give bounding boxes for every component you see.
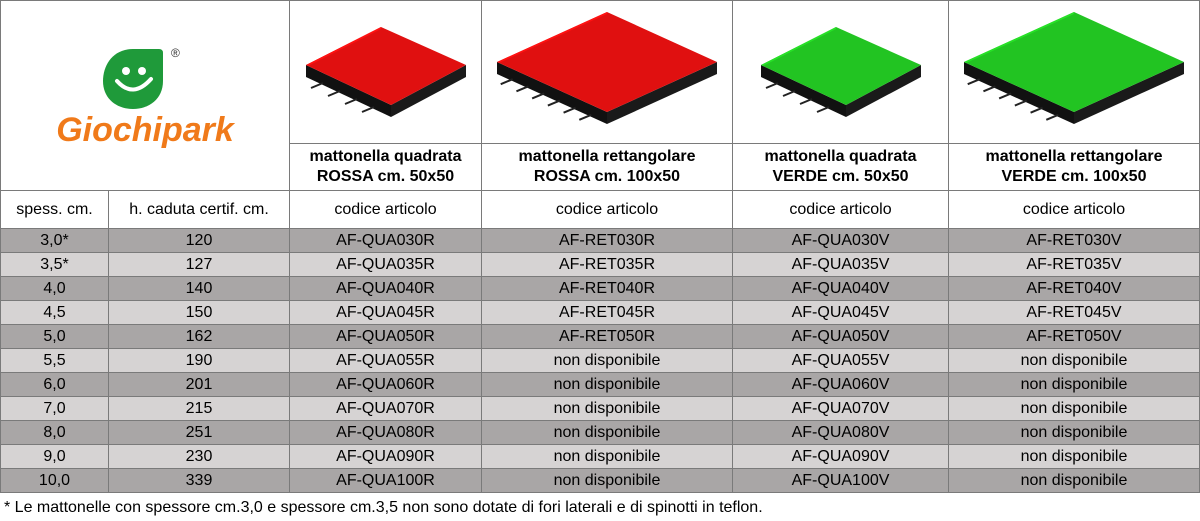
col-header-spess: spess. cm.	[1, 191, 109, 229]
tile-pin	[783, 91, 795, 96]
cell-c2: AF-RET050R	[482, 325, 733, 349]
cell-c3: AF-QUA100V	[733, 469, 949, 493]
cell-spess: 3,0*	[1, 229, 109, 253]
cell-c3: AF-QUA055V	[733, 349, 949, 373]
cell-spess: 7,0	[1, 397, 109, 421]
table-row	[1, 325, 1200, 349]
cell-c2: AF-RET040R	[482, 277, 733, 301]
tile-top-face	[761, 27, 921, 105]
cell-caduta: 140	[109, 277, 290, 301]
cell-c3: AF-QUA045V	[733, 301, 949, 325]
cell-c2: AF-RET030R	[482, 229, 733, 253]
tile-pin	[532, 93, 544, 98]
cell-c3: AF-QUA090V	[733, 445, 949, 469]
cell-c4: non disponibile	[949, 469, 1200, 493]
table-row	[1, 277, 1200, 301]
cell-c4: AF-RET045V	[949, 301, 1200, 325]
cell-caduta: 230	[109, 445, 290, 469]
product-header-4: mattonella rettangolare VERDE cm. 100x50	[949, 144, 1200, 191]
table-row	[1, 229, 1200, 253]
cell-c1: AF-QUA050R	[290, 325, 482, 349]
cell-c4: non disponibile	[949, 421, 1200, 445]
col-header-codice-1: codice articolo	[290, 191, 482, 229]
tile-pin	[501, 79, 513, 84]
column-header-row	[1, 191, 1200, 229]
cell-c3: AF-QUA060V	[733, 373, 949, 397]
cell-c1: AF-QUA070R	[290, 397, 482, 421]
cell-c1: AF-QUA030R	[290, 229, 482, 253]
cell-c2: non disponibile	[482, 349, 733, 373]
col-header-caduta: h. caduta certif. cm.	[109, 191, 290, 229]
logo-cell	[1, 1, 290, 191]
tile-pin	[968, 79, 980, 84]
col-header-codice-2: codice articolo	[482, 191, 733, 229]
tile-pin	[579, 115, 591, 120]
cell-c1: AF-QUA055R	[290, 349, 482, 373]
tile-pin	[548, 101, 560, 106]
tile-pin	[1046, 115, 1058, 120]
cell-c3: AF-QUA040V	[733, 277, 949, 301]
cell-c2: non disponibile	[482, 469, 733, 493]
tile-pin	[817, 107, 829, 112]
col-header-codice-3: codice articolo	[733, 191, 949, 229]
cell-c1: AF-QUA040R	[290, 277, 482, 301]
tile-top-face	[306, 27, 466, 105]
tile-pin	[328, 91, 340, 96]
cell-c1: AF-QUA045R	[290, 301, 482, 325]
col-header-codice-4: codice articolo	[949, 191, 1200, 229]
footnote: * Le mattonelle con spessore cm.3,0 e spessore cm.3,5 non sono dotate di fori laterali e di spinotti in teflon.	[4, 499, 763, 516]
tile-pin	[800, 99, 812, 104]
tile-pin	[564, 108, 576, 113]
cell-c4: non disponibile	[949, 397, 1200, 421]
product-header-3: mattonella quadrata VERDE cm. 50x50	[733, 144, 949, 191]
cell-spess: 8,0	[1, 421, 109, 445]
product-image-3	[733, 1, 949, 144]
cell-spess: 6,0	[1, 373, 109, 397]
cell-c2: AF-RET045R	[482, 301, 733, 325]
table-row	[1, 421, 1200, 445]
tile-top-face	[964, 12, 1184, 112]
cell-c2: non disponibile	[482, 373, 733, 397]
tile-pin	[311, 83, 323, 88]
registered-mark: ®	[171, 45, 180, 60]
cell-spess: 9,0	[1, 445, 109, 469]
cell-c1: AF-QUA080R	[290, 421, 482, 445]
cell-c1: AF-QUA035R	[290, 253, 482, 277]
cell-spess: 10,0	[1, 469, 109, 493]
cell-spess: 5,5	[1, 349, 109, 373]
tile-pin	[345, 99, 357, 104]
tile-pin	[999, 93, 1011, 98]
cell-caduta: 127	[109, 253, 290, 277]
cell-c3: AF-QUA030V	[733, 229, 949, 253]
cell-caduta: 120	[109, 229, 290, 253]
cell-c2: non disponibile	[482, 397, 733, 421]
cell-c4: AF-RET050V	[949, 325, 1200, 349]
cell-spess: 4,5	[1, 301, 109, 325]
cell-caduta: 162	[109, 325, 290, 349]
tile-pin	[766, 83, 778, 88]
cell-caduta: 201	[109, 373, 290, 397]
cell-c4: non disponibile	[949, 445, 1200, 469]
cell-c4: AF-RET040V	[949, 277, 1200, 301]
table-row	[1, 253, 1200, 277]
cell-caduta: 150	[109, 301, 290, 325]
cell-c4: non disponibile	[949, 373, 1200, 397]
product-header-1: mattonella quadrata ROSSA cm. 50x50	[290, 144, 482, 191]
cell-spess: 4,0	[1, 277, 109, 301]
logo-text: Giochipark	[56, 110, 234, 149]
table-row	[1, 301, 1200, 325]
tile-pin	[1015, 101, 1027, 106]
cell-caduta: 251	[109, 421, 290, 445]
cell-c2: non disponibile	[482, 445, 733, 469]
cell-caduta: 339	[109, 469, 290, 493]
cell-c2: AF-RET035R	[482, 253, 733, 277]
product-image-4	[949, 1, 1200, 144]
giochipark-logo	[25, 41, 265, 151]
cell-c4: non disponibile	[949, 349, 1200, 373]
cell-spess: 5,0	[1, 325, 109, 349]
cell-c3: AF-QUA050V	[733, 325, 949, 349]
cell-c3: AF-QUA080V	[733, 421, 949, 445]
cell-c3: AF-QUA070V	[733, 397, 949, 421]
cell-c4: AF-RET035V	[949, 253, 1200, 277]
cell-c3: AF-QUA035V	[733, 253, 949, 277]
tile-top-face	[497, 12, 717, 112]
cell-c1: AF-QUA100R	[290, 469, 482, 493]
cell-c2: non disponibile	[482, 421, 733, 445]
product-image-1	[290, 1, 482, 144]
tile-pin	[362, 107, 374, 112]
cell-spess: 3,5*	[1, 253, 109, 277]
table-row	[1, 397, 1200, 421]
cell-caduta: 215	[109, 397, 290, 421]
table-row	[1, 469, 1200, 493]
tile-pin	[1031, 108, 1043, 113]
cell-c1: AF-QUA090R	[290, 445, 482, 469]
product-header-2: mattonella rettangolare ROSSA cm. 100x50	[482, 144, 733, 191]
table-row	[1, 445, 1200, 469]
cell-c1: AF-QUA060R	[290, 373, 482, 397]
table-row	[1, 349, 1200, 373]
cell-c4: AF-RET030V	[949, 229, 1200, 253]
tile-pin	[516, 86, 528, 91]
product-image-2	[482, 1, 733, 144]
cell-caduta: 190	[109, 349, 290, 373]
tile-pin	[983, 86, 995, 91]
table-row	[1, 373, 1200, 397]
